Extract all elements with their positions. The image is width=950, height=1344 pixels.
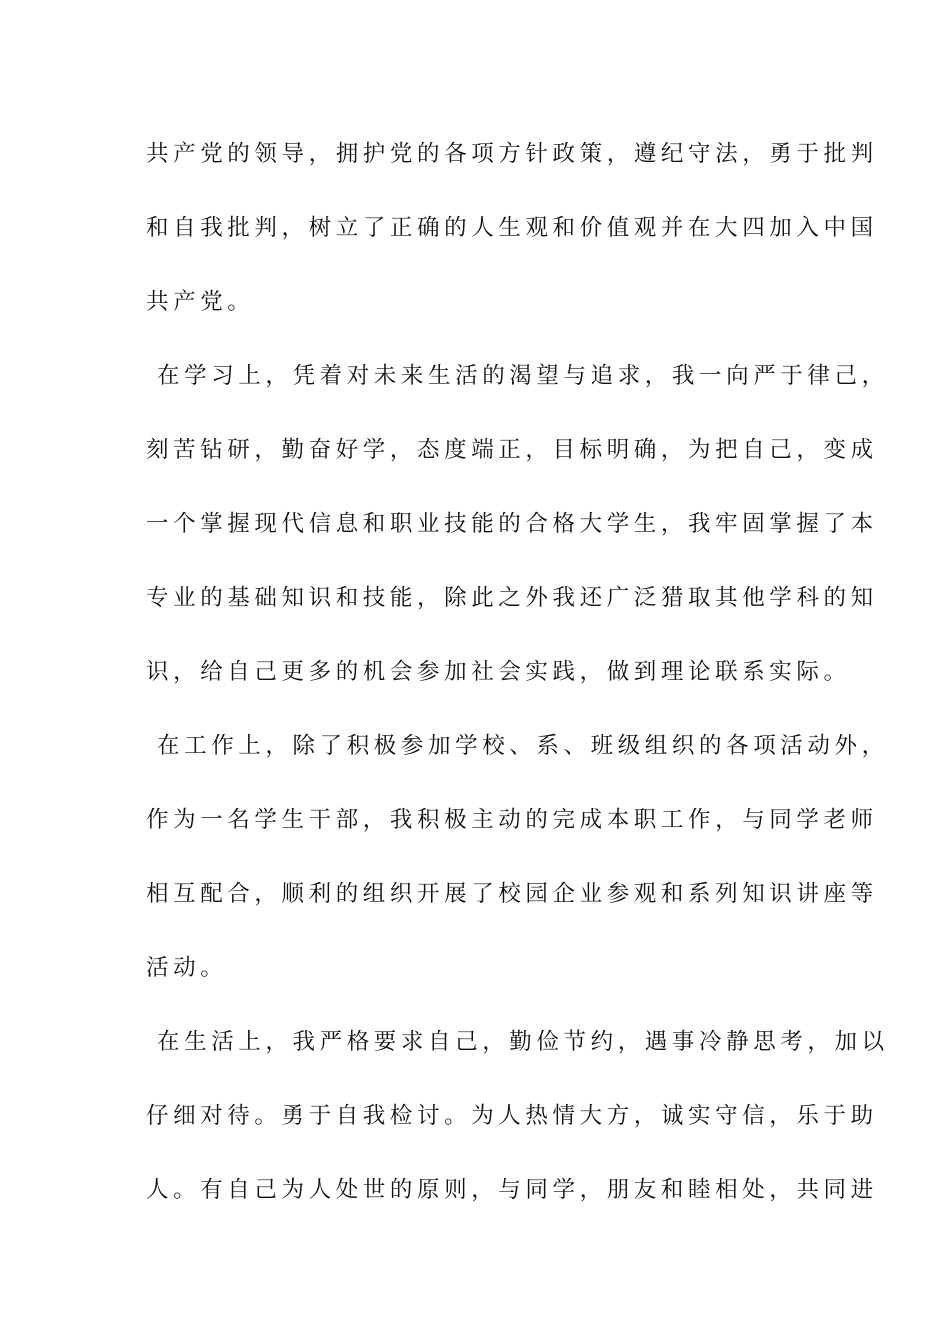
text-line: 在学习上，凭着对未来生活的渴望与追求，我一向严于律己， xyxy=(157,363,889,389)
text-line: 作为一名学生干部，我积极主动的完成本职工作，与同学老师 xyxy=(146,807,878,833)
text-line: 在生活上，我严格要求自己，勤俭节约，遇事冷静思考，加以 xyxy=(157,1029,889,1055)
text-line: 刻苦钻研，勤奋好学，态度端正，目标明确，为把自己，变成 xyxy=(146,437,878,463)
text-line: 共产党的领导，拥护党的各项方针政策，遵纪守法，勇于批判 xyxy=(146,141,878,167)
text-line: 和自我批判，树立了正确的人生观和价值观并在大四加入中国 xyxy=(146,215,878,241)
body-text xyxy=(146,127,889,1237)
text-line: 活动。 xyxy=(146,955,228,981)
text-line: 在工作上，除了积极参加学校、系、班级组织的各项活动外， xyxy=(157,733,889,759)
text-line: 专业的基础知识和技能，除此之外我还广泛猎取其他学科的知 xyxy=(146,585,878,611)
text-line: 共产党。 xyxy=(146,289,255,315)
text-line: 识，给自己更多的机会参加社会实践，做到理论联系实际。 xyxy=(146,659,851,685)
text-line: 人。有自己为人处世的原则，与同学，朋友和睦相处，共同进 xyxy=(146,1177,878,1203)
text-line: 仔细对待。勇于自我检讨。为人热情大方，诚实守信，乐于助 xyxy=(146,1103,878,1129)
text-line: 一个掌握现代信息和职业技能的合格大学生，我牢固掌握了本 xyxy=(146,511,878,537)
text-line: 相互配合，顺利的组织开展了校园企业参观和系列知识讲座等 xyxy=(146,881,878,907)
